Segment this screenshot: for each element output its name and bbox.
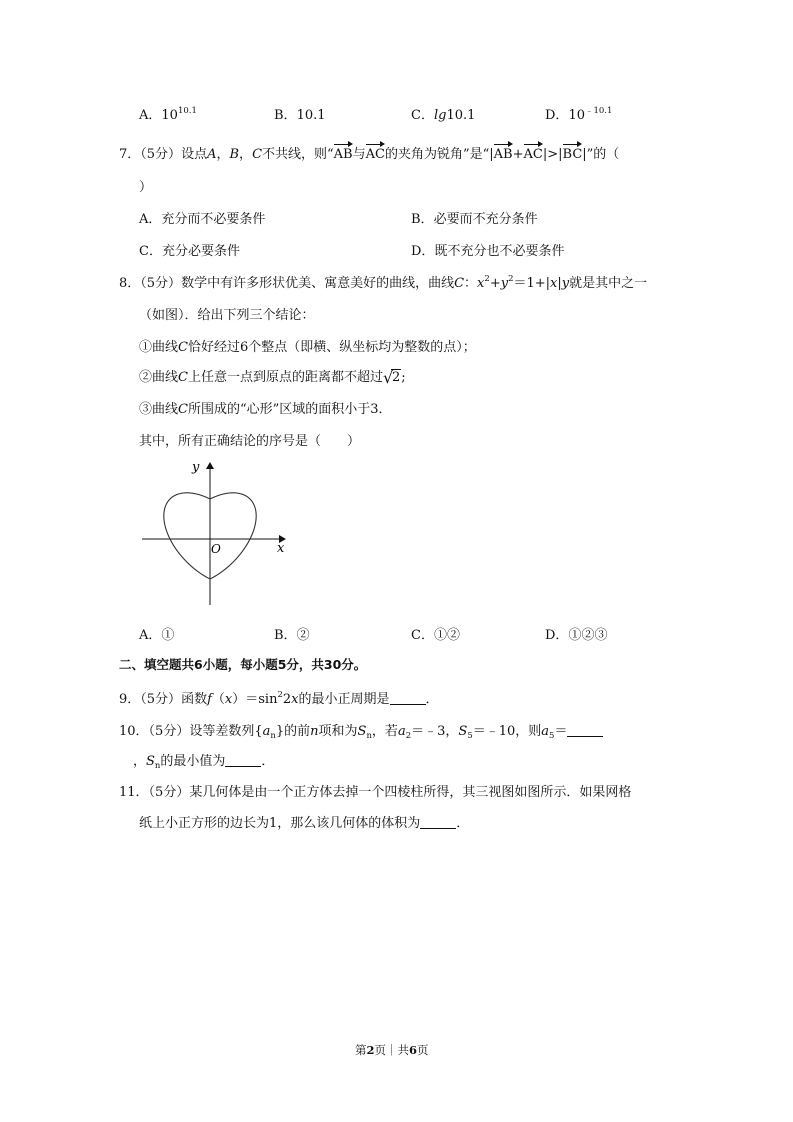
q8-option-a: A．① bbox=[139, 628, 175, 643]
q7-option-b: B．必要而不充分条件 bbox=[411, 212, 538, 227]
q7-option-a: A．充分而不必要条件 bbox=[139, 212, 266, 227]
answer-blank bbox=[225, 754, 261, 767]
q8-option-b: B．② bbox=[274, 628, 310, 643]
q6-option-b: B．10.1 bbox=[274, 108, 326, 123]
q6-option-a: A．$10^{10.1}$ bbox=[139, 106, 197, 123]
q10-stem: 10．（5分）设等差数列$\{a_n\}$的前n项和为$S_n$，若$a_2=﹣3$，$S_5=﹣10$，则$a_5=$ bbox=[119, 720, 603, 739]
q7-option-c: C．充分必要条件 bbox=[139, 244, 240, 259]
q11-stem: 11．（5分）某几何体是由一个正方体去掉一个四棱柱所得，其三视图如图所示．如果网格 bbox=[119, 785, 632, 800]
q11-stem-line2: 纸上小正方形的边长为1，那么该几何体的体积为 ． bbox=[139, 816, 470, 831]
q8-stem: 8．（5分）数学中有许多形状优美、寓意美好的曲线，曲线C：$x^2+y^2=1+|x|y$就是其中之一 bbox=[119, 274, 648, 291]
vector-bc: BC bbox=[562, 147, 583, 162]
vector-ac: AC bbox=[365, 147, 385, 162]
q10-stem-line2: ，$S_n$的最小值为 ． bbox=[133, 754, 275, 771]
vector-ab: AB bbox=[333, 147, 353, 162]
q8-option-c: C．①② bbox=[411, 628, 460, 643]
heart-curve-figure bbox=[140, 455, 300, 610]
y-axis-label: y bbox=[192, 460, 200, 475]
answer-blank bbox=[420, 816, 456, 829]
q8-conclusion-1: ①曲线C恰好经过6个整点（即横、纵坐标均为整数的点）； bbox=[139, 340, 476, 355]
q9-stem: 9．（5分）函数$f(x)=\sin^22x$的最小正周期是 ． bbox=[119, 690, 439, 707]
q8-option-d: D．①②③ bbox=[545, 628, 608, 643]
x-axis-label: x bbox=[277, 541, 285, 556]
q6-option-d: D．$10^{﹣10.1}$ bbox=[545, 106, 613, 123]
vector-ab: AB bbox=[493, 147, 513, 162]
origin-label: O bbox=[211, 542, 221, 556]
q8-conclusion-2: ②曲线C上任意一点到原点的距离都不超过 √ 2; bbox=[139, 368, 406, 387]
vector-ac: AC bbox=[523, 147, 543, 162]
q7-option-d: D．既不充分也不必要条件 bbox=[411, 244, 565, 259]
q7-stem: 7．（5分）设点A，B，C不共线，则“AB与AC的夹角为锐角”是“|AB+AC|>|BC|”的（ bbox=[119, 147, 620, 162]
q7-stem-close: ） bbox=[139, 180, 153, 195]
section-2-title: 二、填空题共6小题，每小题5分，共30分。 bbox=[119, 657, 367, 672]
answer-blank bbox=[390, 692, 426, 705]
q8-conclusion-3: ③曲线C所围成的“心形”区域的面积小于3． bbox=[139, 402, 392, 417]
sqrt-symbol: √ 2 bbox=[382, 368, 401, 387]
page-footer: 第2页｜共6页 bbox=[355, 1043, 429, 1057]
q8-ask: 其中，所有正确结论的序号是（ ） bbox=[139, 434, 361, 449]
q8-stem-line2: （如图）．给出下列三个结论： bbox=[139, 308, 315, 323]
q6-option-c: C．lg10.1 bbox=[411, 108, 476, 123]
answer-blank bbox=[567, 724, 603, 737]
